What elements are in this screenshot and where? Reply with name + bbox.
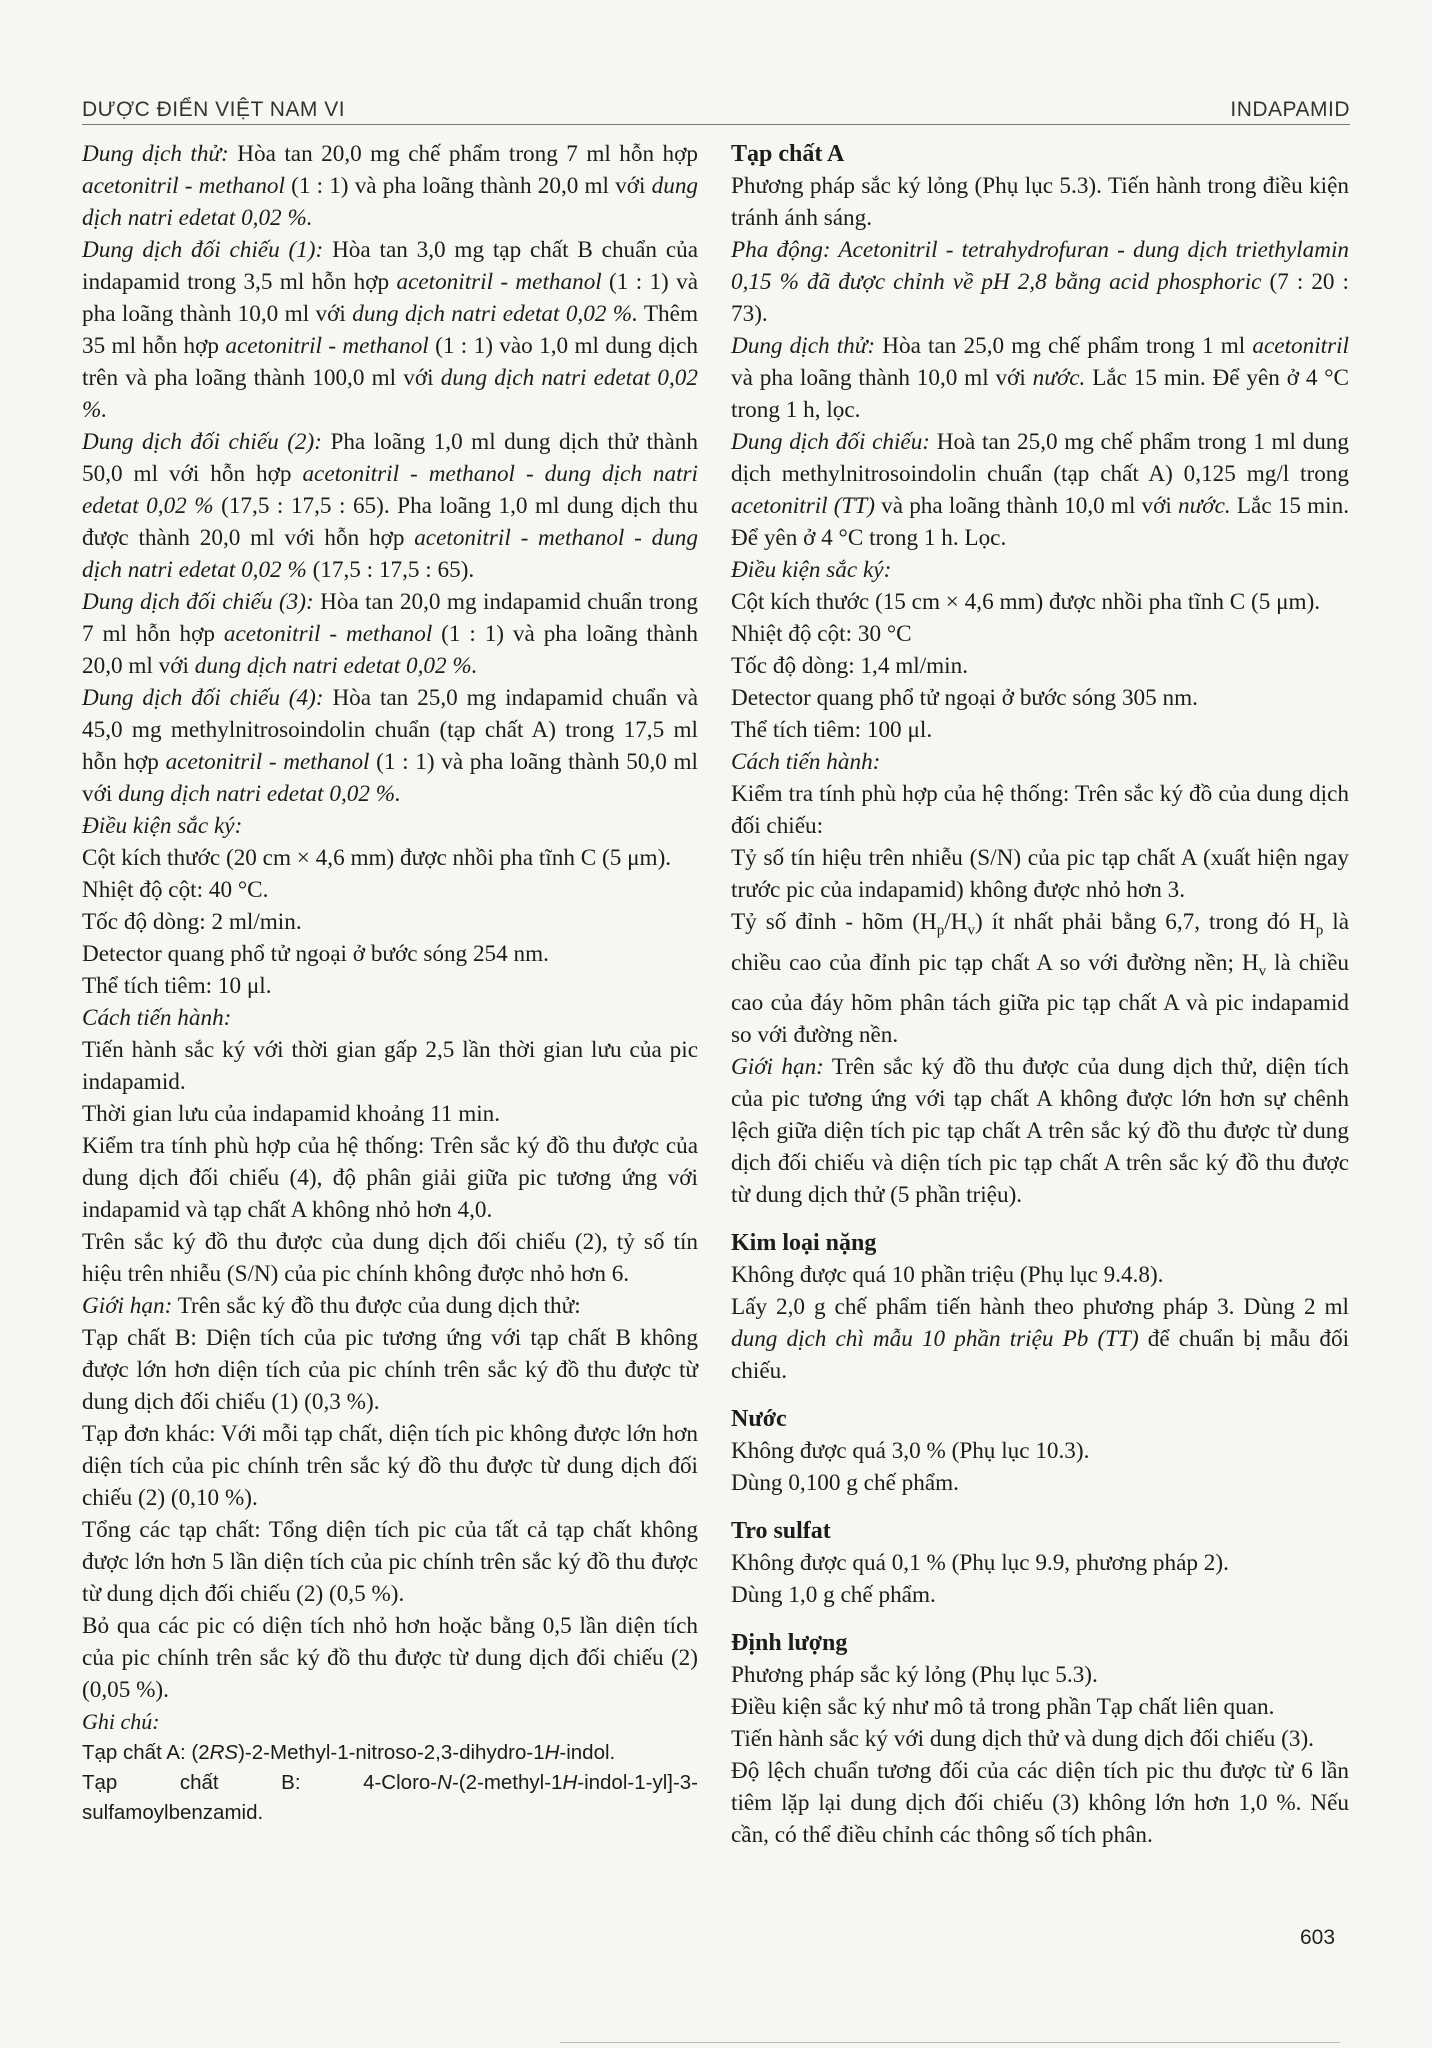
text-run: Bỏ qua các pic có diện tích nhỏ hơn hoặc bằng 0,5 lần diện tích của pic chính trên sắc ký đồ thu được từ dung dịch đối chiếu (2) (0,05 %). <box>82 1613 698 1703</box>
paragraph <box>731 714 1349 746</box>
subscript-run: v <box>967 922 976 939</box>
italic-run: Cách tiến hành: <box>82 1005 232 1031</box>
text-run: Thêm 35 ml hỗn hợp <box>82 301 698 359</box>
paragraph <box>731 234 1349 330</box>
paragraph <box>731 1659 1349 1691</box>
text-run: Thể tích tiêm: 10 μl. <box>82 973 272 999</box>
text-run: )-2-Methyl-1-nitroso-2,3-dihydro-1 <box>238 1741 545 1764</box>
text-run: -indol-1-yl]-3-sulfamoylbenzamid. <box>82 1771 698 1824</box>
paragraph <box>82 1514 698 1610</box>
text-run: Tỷ số đỉnh - hõm (H <box>731 909 937 935</box>
paragraph <box>82 1130 698 1226</box>
text-run: Nước <box>731 1406 787 1433</box>
right-column <box>731 138 1349 1851</box>
text-run: Điều kiện sắc ký như mô tả trong phần Tạp chất liên quan. <box>731 1694 1275 1721</box>
note-heading <box>82 1706 698 1738</box>
paragraph <box>731 1547 1349 1579</box>
section-gap <box>731 1211 1349 1227</box>
text-run: Trên sắc ký đồ thu được của dung dịch đối chiếu (2), tỷ số tín hiệu trên nhiễu (S/N) của pic chính không được nhỏ hơn 6. <box>82 1229 698 1287</box>
italic-run: dung dịch natri edetat 0,02 %. <box>118 781 401 807</box>
text-run: Tiến hành sắc ký với dung dịch thử và dung dịch đối chiếu (3). <box>731 1726 1314 1753</box>
text-run: Tốc độ dòng: 2 ml/min. <box>82 909 302 935</box>
header-monograph-title: INDAPAMID <box>1230 98 1350 121</box>
text-run: là chiều cao của đỉnh pic tạp chất A so với đường nền; H <box>731 909 1350 976</box>
italic-run: dung dịch natri edetat 0,02 %. <box>194 653 478 679</box>
paragraph <box>731 1051 1349 1211</box>
text-run: Không được quá 0,1 % (Phụ lục 9.9, phương pháp 2). <box>731 1550 1229 1577</box>
italic-run: Giới hạn: <box>82 1293 173 1319</box>
italic-run: dung dịch natri edetat 0,02 %. <box>352 301 638 327</box>
text-run: Cột kích thước (15 cm × 4,6 mm) được nhồi pha tĩnh C (5 μm). <box>731 589 1321 615</box>
text-run: (17,5 : 17,5 : 65). Pha loãng 1,0 ml dung dịch thu được thành 20,0 ml với hỗn hợp <box>82 493 698 551</box>
text-run: Dùng 1,0 g chế phẩm. <box>731 1582 936 1609</box>
paragraph <box>731 682 1349 714</box>
paragraph <box>82 1002 698 1034</box>
italic-run: Giới hạn: <box>731 1054 824 1081</box>
text-run: Độ lệch chuẩn tương đối của các diện tích pic thu được từ 6 lần tiêm lặp lại dung dịch đối chiếu (3) không lớn hơn 1,0 %. Nếu cần, có thể điều chỉnh các thông số tích phân. <box>731 1758 1349 1849</box>
paragraph <box>82 682 698 810</box>
text-run: Định lượng <box>731 1630 848 1657</box>
text-run: Tạp chất A: (2 <box>82 1741 210 1764</box>
text-run: Nhiệt độ cột: 40 °C. <box>82 877 269 903</box>
italic-run: acetonitril - methanol - dung dịch natri edetat 0,02 % <box>82 461 698 519</box>
text-run: Dùng 0,100 g chế phẩm. <box>731 1470 959 1497</box>
bottom-rule <box>560 2042 1340 2043</box>
italic-run: Dung dịch đối chiếu (2): <box>82 429 322 455</box>
italic-run: acetonitril - methanol - dung dịch natri edetat 0,02 % <box>82 525 698 583</box>
text-run: (1 : 1) vào 1,0 ml dung dịch trên và pha loãng thành 100,0 ml với <box>82 333 698 391</box>
italic-run: Dung dịch đối chiếu (4): <box>82 685 324 711</box>
text-run: Detector quang phổ tử ngoại ở bước sóng 254 nm. <box>82 941 549 967</box>
italic-run: acetonitril (TT) <box>731 493 875 519</box>
text-run: và pha loãng thành 10,0 ml với <box>731 365 1033 391</box>
paragraph <box>731 906 1349 1051</box>
paragraph <box>82 1226 698 1290</box>
text-run: Hòa tan 3,0 mg tạp chất B chuẩn của indapamid trong 3,5 ml hỗn hợp <box>82 237 698 295</box>
italic-run: RS <box>209 1741 239 1764</box>
text-run: (7 : 20 : 73). <box>731 269 1349 327</box>
text-run: Hoà tan 25,0 mg chế phẩm trong 1 ml dung dịch methylnitrosoindolin chuẩn (tạp chất A) 0,125 mg/l trong <box>731 429 1349 487</box>
paragraph <box>82 810 698 842</box>
paragraph <box>731 554 1349 586</box>
paragraph <box>82 970 698 1002</box>
section-gap <box>731 1611 1349 1627</box>
text-run: Thời gian lưu của indapamid khoảng 11 min. <box>82 1101 501 1127</box>
text-run: Hòa tan 25,0 mg chế phẩm trong 1 ml <box>875 333 1253 359</box>
section-heading <box>731 138 1349 170</box>
text-run: Cột kích thước (20 cm × 4,6 mm) được nhồi pha tĩnh C (5 μm). <box>82 845 672 871</box>
paragraph <box>731 330 1349 426</box>
text-run: Tỷ số tín hiệu trên nhiễu (S/N) của pic tạp chất A (xuất hiện ngay trước pic của indapamid) không được nhỏ hơn 3. <box>731 845 1349 903</box>
text-run: Tạp đơn khác: Với mỗi tạp chất, diện tích pic không được lớn hơn diện tích của pic chính trên sắc ký đồ thu được từ dung dịch đối chiếu (2) (0,10 %). <box>82 1421 698 1511</box>
section-gap <box>731 1387 1349 1403</box>
italic-run: Dung dịch thử: <box>82 141 229 167</box>
text-run: (1 : 1) và pha loãng thành 10,0 ml với <box>82 269 698 327</box>
text-run: Tạp chất B: 4-Cloro- <box>82 1771 438 1794</box>
paragraph <box>731 650 1349 682</box>
italic-run: acetonitril - methanol <box>82 173 285 199</box>
section-gap <box>731 1499 1349 1515</box>
italic-run: Cách tiến hành: <box>731 749 881 775</box>
italic-run: Điều kiện sắc ký: <box>82 813 243 839</box>
text-run: Lấy 2,0 g chế phẩm tiến hành theo phương pháp 3. Dùng 2 ml <box>731 1294 1349 1321</box>
subscript-run: p <box>936 922 945 939</box>
italic-run: Dung dịch đối chiếu (3): <box>82 589 314 615</box>
text-run: Trên sắc ký đồ thu được của dung dịch thử: <box>172 1293 581 1319</box>
paragraph <box>82 1290 698 1322</box>
text-run: Nhiệt độ cột: 30 °C <box>731 621 912 647</box>
paragraph <box>731 170 1349 234</box>
text-run: Trên sắc ký đồ thu được của dung dịch thử, diện tích của pic tương ứng với tạp chất A không được lớn hơn sự chênh lệch giữa diện tích pic tạp chất A trên sắc ký đồ thu được từ dung dịch đối chiếu và diện tích pic tạp chất A trên sắc ký đồ thu được từ dung dịch thử (5 phần triệu). <box>731 1054 1349 1209</box>
italic-run: dung dịch chì mẫu 10 phần triệu Pb (TT) <box>731 1326 1139 1353</box>
text-run: (17,5 : 17,5 : 65). <box>306 557 475 583</box>
italic-run: acetonitril - methanol <box>396 269 602 295</box>
paragraph <box>82 138 698 234</box>
paragraph <box>731 618 1349 650</box>
section-heading <box>731 1627 1349 1659</box>
paragraph <box>82 1098 698 1130</box>
paragraph <box>731 1467 1349 1499</box>
paragraph <box>82 426 698 586</box>
text-run: Tổng các tạp chất: Tổng diện tích pic của tất cả tạp chất không được lớn hơn 5 lần diện tích của pic chính trên sắc ký đồ thu được từ dung dịch đối chiếu (2) (0,5 %). <box>82 1517 698 1607</box>
text-run: là chiều cao của đáy hõm phân tách giữa pic tạp chất A và pic indapamid so với đường nền. <box>731 949 1349 1049</box>
text-run: Không được quá 10 phần triệu (Phụ lục 9.4.8). <box>731 1262 1164 1289</box>
text-run: Không được quá 3,0 % (Phụ lục 10.3). <box>731 1438 1090 1465</box>
paragraph <box>731 778 1349 842</box>
paragraph <box>731 1291 1349 1387</box>
text-run: Tạp chất A <box>731 141 845 167</box>
paragraph <box>731 842 1349 906</box>
paragraph <box>731 1691 1349 1723</box>
italic-run: N <box>437 1771 452 1794</box>
text-run: /H <box>944 909 968 935</box>
subscript-run: v <box>1258 963 1267 980</box>
text-run: Hòa tan 20,0 mg chế phẩm trong 7 ml hỗn hợp <box>228 141 698 167</box>
italic-run: acetonitril <box>1252 333 1349 359</box>
text-run: để chuẩn bị mẫu đối chiếu. <box>731 1326 1350 1385</box>
italic-run: dung dịch natri edetat 0,02 %. <box>82 173 698 231</box>
italic-run: H <box>544 1741 560 1764</box>
paragraph <box>731 1259 1349 1291</box>
text-run: Kiểm tra tính phù hợp của hệ thống: Trên sắc ký đồ thu được của dung dịch đối chiếu (4), độ phân giải giữa pic tương ứng với indapamid và tạp chất A không nhỏ hơn 4,0. <box>82 1133 698 1223</box>
text-run: -indol. <box>559 1741 616 1764</box>
text-run: và pha loãng thành 10,0 ml với <box>875 493 1178 519</box>
italic-run: Dung dịch thử: <box>731 333 876 359</box>
text-run: Tạp chất B: Diện tích của pic tương ứng với tạp chất B không được lớn hơn diện tích của pic chính trên sắc ký đồ thu được từ dung dịch đối chiếu (1) (0,3 %). <box>82 1325 698 1415</box>
running-header <box>82 88 1350 122</box>
italic-run: nước. <box>1032 365 1086 391</box>
paragraph <box>82 234 698 426</box>
italic-run: dung dịch natri edetat 0,02 %. <box>82 365 698 423</box>
paragraph <box>82 586 698 682</box>
italic-run: Dung dịch đối chiếu (1): <box>82 237 324 263</box>
section-heading <box>731 1227 1349 1259</box>
text-run: Thể tích tiêm: 100 μl. <box>731 717 933 743</box>
paragraph <box>82 906 698 938</box>
paragraph <box>731 1435 1349 1467</box>
italic-run: Dung dịch đối chiếu: <box>731 429 931 455</box>
paragraph <box>82 1322 698 1418</box>
paragraph <box>731 586 1349 618</box>
text-run: -(2-methyl-1 <box>451 1771 563 1794</box>
left-column <box>82 138 698 1828</box>
italic-run: acetonitril - methanol <box>165 749 370 775</box>
header-book-title: DƯỢC ĐIỂN VIỆT NAM VI <box>82 98 346 121</box>
text-run: Detector quang phổ tử ngoại ở bước sóng 305 nm. <box>731 685 1198 711</box>
paragraph <box>82 938 698 970</box>
text-run: Tro sulfat <box>731 1518 831 1545</box>
text-run: (1 : 1) và pha loãng thành 50,0 ml với <box>82 749 699 807</box>
text-run: Lắc 15 min. Để yên ở 4 °C trong 1 h, lọc. <box>731 365 1349 423</box>
text-run: Hòa tan 25,0 mg indapamid chuẩn và 45,0 mg methylnitrosoindolin chuẩn (tạp chất A) trong 17,5 ml hỗn hợp <box>82 685 698 775</box>
paragraph <box>731 1723 1349 1755</box>
text-run: Hòa tan 20,0 mg indapamid chuẩn trong 7 ml hỗn hợp <box>82 589 698 647</box>
paragraph <box>82 1034 698 1098</box>
section-heading <box>731 1403 1349 1435</box>
text-run: Kiểm tra tính phù hợp của hệ thống: Trên sắc ký đồ của dung dịch đối chiếu: <box>731 781 1349 839</box>
text-run: Pha loãng 1,0 ml dung dịch thử thành 50,0 ml với hỗn hợp <box>82 429 698 487</box>
text-run: (1 : 1) và pha loãng thành 20,0 ml với <box>82 621 698 679</box>
section-heading <box>731 1515 1349 1547</box>
italic-run: Ghi chú: <box>82 1709 160 1734</box>
italic-run: acetonitril - methanol <box>223 621 433 647</box>
page-number: 603 <box>1300 1926 1336 1949</box>
text-run: Tiến hành sắc ký với thời gian gấp 2,5 lần thời gian lưu của pic indapamid. <box>82 1037 698 1095</box>
paragraph <box>731 1579 1349 1611</box>
italic-run: Pha động: Acetonitril - tetrahydrofuran - dung dịch triethylamin 0,15 % đã được chỉnh về pH 2,8 bằng acid phosphoric <box>731 237 1349 295</box>
text-run: (1 : 1) và pha loãng thành 20,0 ml với <box>284 173 652 199</box>
italic-run: acetonitril - methanol <box>225 333 429 359</box>
paragraph <box>731 746 1349 778</box>
italic-run: nước. <box>1178 493 1231 519</box>
text-run: Phương pháp sắc ký lỏng (Phụ lục 5.3). Tiến hành trong điều kiện tránh ánh sáng. <box>731 173 1349 231</box>
paragraph <box>731 1755 1349 1851</box>
italic-run: Điều kiện sắc ký: <box>731 557 892 583</box>
paragraph <box>82 874 698 906</box>
paragraph <box>731 426 1349 554</box>
paragraph <box>82 1610 698 1706</box>
text-run: ) ít nhất phải bằng 6,7, trong đó H <box>975 909 1316 935</box>
header-rule <box>82 124 1350 125</box>
text-run: Lắc 15 min. Để yên ở 4 °C trong 1 h. Lọc. <box>731 493 1349 551</box>
text-run: Tốc độ dòng: 1,4 ml/min. <box>731 653 969 679</box>
subscript-run: p <box>1315 922 1324 939</box>
italic-run: H <box>562 1771 578 1794</box>
text-run: Kim loại nặng <box>731 1230 877 1257</box>
paragraph <box>82 1418 698 1514</box>
note-line <box>82 1738 698 1768</box>
paragraph <box>82 842 698 874</box>
note-line <box>82 1768 698 1828</box>
text-run: Phương pháp sắc ký lỏng (Phụ lục 5.3). <box>731 1662 1098 1689</box>
